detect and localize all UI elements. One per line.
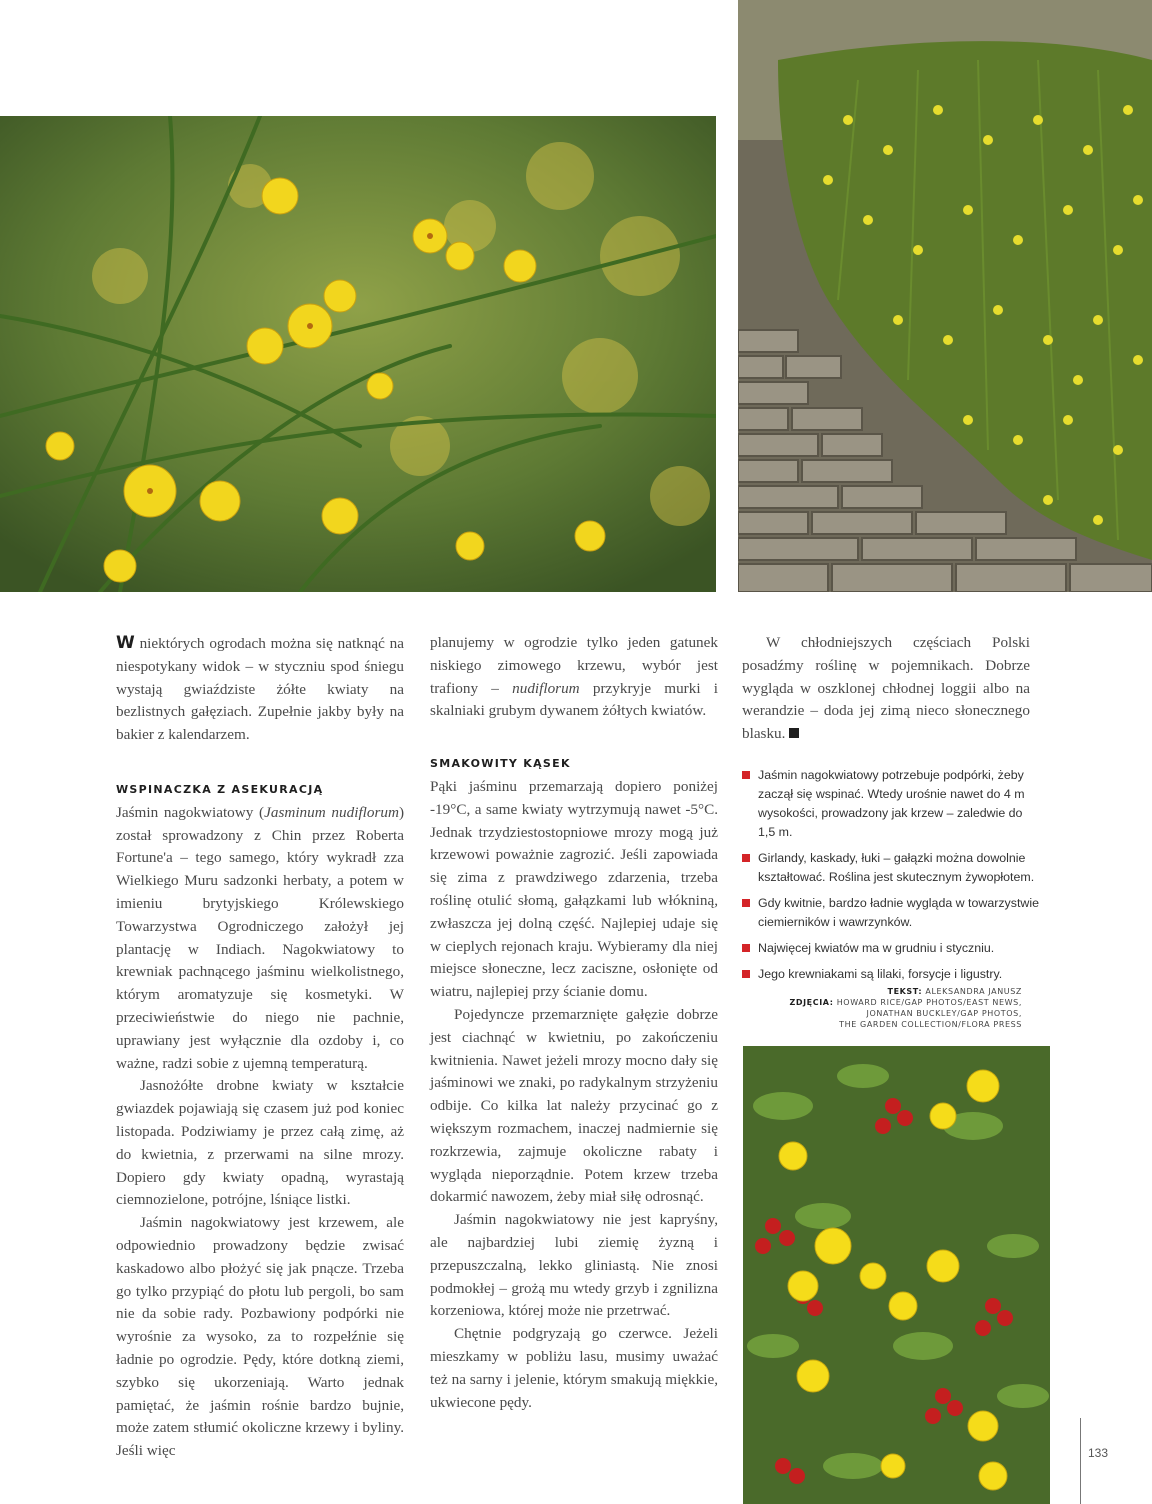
section-heading-tasty-bite: SMAKOWITY KĄSEK xyxy=(430,757,571,771)
paragraph: planujemy w ogrodzie tylko jeden gatunek niskiego zimowego krzewu, wybór jest trafiony – nudiflorum przykryje murki i skalniaki grubym dywanem żółtych kwiatów. xyxy=(430,634,718,720)
paragraph: Jaśmin nagokwiatowy (Jasminum nudiflorum) został sprowadzony z Chin przez Roberta Fortune'a – tego samego, który wykradł zza Wielkiego Muru sadzonki herbaty, a potem w imieniu brytyjskiego Królewskiego Towarzystwa Ogrodniczego założył jej plantację w Indiach. Nagokwiatowy to krewniak pachnącego jaśminu wielkolistnego, którym aromatyzuje się kosmetyki. W przeciwieństwie do niego nie pachnie, uprawiany jest wyłącznie dla ozdoby i, co ważne, radzi sobie z ujemną temperaturą. xyxy=(116,803,405,1072)
jasmine-stone-wall-photo xyxy=(738,0,1152,592)
paragraph: Jaśmin nagokwiatowy nie jest kapryśny, ale najbardziej lubi ziemię żyzną i przepuszczalną, lekko gliniastą. Nie znosi podmokłej – grożą mu wtedy grzyb i zgnilizna korzeniowa, której może nie przetrwać. xyxy=(430,1211,718,1320)
page-number: 133 xyxy=(1088,1446,1109,1460)
jasmine-branches-photo xyxy=(0,116,716,592)
paragraph: Jaśmin nagokwiatowy jest krzewem, ale odpowiednio prowadzony będzie zwisać kaskadowo albo płożyć się jak pnącze. Trzeba go tylko przypiąć do płotu lub pergoli, bo sam nie da sobie rady. Pozbawiony podpórki nie wyrośnie za wysoko, za to rozpełźnie się ładnie po ogrodzie. Pędy, które dotkną ziemi, szybko się ukorzeniają. Warto jednak pamiętać, że jaśmin rośnie bardzo bujnie, może zatem stłumić okoliczne krzewy i byliny. Jeśli więc xyxy=(116,1214,404,1460)
paragraph: Pąki jaśminu przemarzają dopiero poniżej -19°C, a same kwiaty wytrzymują nawet -5°C. Jednak trzydziestostopniowe mrozy mogą już krzewowi poważnie zagrozić. Jeśli zapowiada się zima z prawdziwego zdarzenia, trzeba roślinę otulić słomą, gałązkami lub włókniną, zwłaszcza jej dolną część. Najlepiej udaje się w cieplych rejonach kraju. Wybieramy dla niej miejsce słoneczne, lecz zaciszne, osłonięte od wiatru, najlepiej przy ścianie domu. xyxy=(430,777,718,1001)
article-column-2 xyxy=(430,632,718,1414)
list-item: Girlandy, kaskady, łuki – gałązki można dowolnie kształtować. Roślina jest skutecznym żywopłotem. xyxy=(742,849,1042,887)
list-item: Najwięcej kwiatów ma w grudniu i styczniu. xyxy=(742,939,1042,958)
red-square-bullet-icon xyxy=(742,944,750,952)
list-item: Gdy kwitnie, bardzo ładnie wygląda w towarzystwie ciemierników i wawrzynków. xyxy=(742,894,1042,932)
paragraph: W chłodniejszych częściach Polski posadźmy roślinę w pojemnikach. Dobrze wygląda w oszklonej chłodnej loggii albo na werandzie – doda jej zimą nieco słonecznego blasku. xyxy=(742,634,1030,743)
paragraph: Pojedyncze przemarznięte gałęzie dobrze jest ciachnąć w kwietniu, po zakończeniu kwitnienia. Nawet jeżeli mrozy mocno dały się jaśminowi we znaki, po radykalnym strzyżeniu odbije. Co kilka lat należy przycinać go z większym rozmachem, inaczej nadmiernie się rozkrzewia, zajmuje okoliczne rabaty i wygląda nieporządnie. Potem krzew trzeba dokarmić nawozem, żeby miał siłę odrosnąć. xyxy=(430,1005,718,1206)
list-item: Jaśmin nagokwiatowy potrzebuje podpórki, żeby zaczął się wspinać. Wtedy urośnie nawet do 4 m wysokości, prowadzony jak krzew – zaledwie do 1,5 m. xyxy=(742,766,1042,842)
section-heading-climbing: WSPINACZKA Z ASEKURACJĄ xyxy=(116,782,324,796)
facts-list xyxy=(742,766,1042,991)
drop-cap: W xyxy=(116,633,135,653)
photo-credits: TEKST: ALEKSANDRA JANUSZ ZDJĘCIA: HOWARD RICE/GAP PHOTOS/EAST NEWS, JONATHAN BUCKLEY/GAP PHOTOS, THE GARDEN COLLECTION/FLORA PRESS xyxy=(789,987,1022,1029)
end-of-article-mark xyxy=(789,728,799,738)
paragraph: Chętnie podgryzają go czerwce. Jeżeli mieszkamy w pobliżu lasu, musimy uważać też na sarny i jelenie, którym smakują miękkie, ukwiecone pędy. xyxy=(430,1325,718,1411)
paragraph: Jasnożółte drobne kwiaty w kształcie gwiazdek pojawiają się czasem już pod koniec listopada. Podziwiamy je przez całą zimę, aż do kwietnia, z przerwami na silne mrozy. Dopiero gdy kwiaty opadną, wyrastają ciemnozielone, potrójne, lśniące listki. xyxy=(116,1077,404,1209)
article-column-1 xyxy=(116,632,404,1463)
jasmine-red-berries-photo xyxy=(743,1046,1050,1504)
intro-paragraph: W niektórych ogrodach można się natknąć na niespotykany widok – w styczniu spod śniegu wystają gwiaździste żółte kwiaty na bezlistnych gałęziach. Zupełnie jakby były na bakier z kalendarzem. xyxy=(116,633,404,744)
list-item: Jego krewniakami są lilaki, forsycje i ligustry. xyxy=(742,965,1042,984)
red-square-bullet-icon xyxy=(742,899,750,907)
red-square-bullet-icon xyxy=(742,771,750,779)
article-column-3 xyxy=(742,632,1030,746)
red-square-bullet-icon xyxy=(742,854,750,862)
page-number-rule xyxy=(1080,1418,1081,1504)
red-square-bullet-icon xyxy=(742,970,750,978)
